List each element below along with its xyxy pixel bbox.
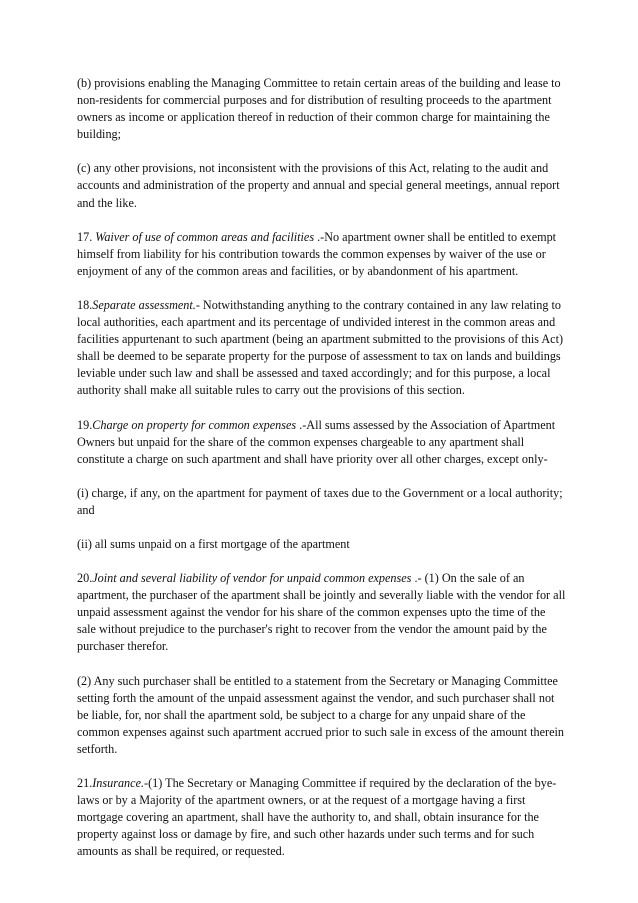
section-17 [77,229,567,280]
section-number: 20. [77,571,93,586]
section-body: .-No apartment owner shall be entitled to exempt himself from liability for his contribution towards the common expenses by waiver of the use or enjoyment of any of the common areas and facilities, or by abandonment of his apartment. [77,229,557,278]
clause-ii [77,536,567,553]
section-body: - Notwithstanding anything to the contrary contained in any law relating to local authorities, each apartment and its percentage of undivided interest in the common areas and facilities appurtenant to such apartment (being an apartment submitted to the provisions of this Act) shall be deemed to be separate property for the purpose of assessment to tax on lands and buildings leviable under such law and shall be assessed and taxed accordingly; and for this purpose, a local authority shall make all suitable rules to carry out the provisions of this section. [77,297,564,398]
document-page [77,75,567,860]
section-heading: Charge on property for common expenses [92,417,297,432]
section-body: .-All sums assessed by the Association of Apartment Owners but unpaid for the share of the common expenses chargeable to any apartment shall constitute a charge on such apartment and shall have priority over all other charges, except only- [77,417,556,466]
section-number: 19. [77,417,93,432]
section-18 [77,297,567,400]
section-20 [77,570,567,655]
paragraph-b-provisions [77,75,567,143]
section-number: 17. [77,229,96,244]
paragraph-c-provisions [77,160,567,211]
paragraph-body: (ii) all sums unpaid on a first mortgage of the apartment [77,536,350,551]
paragraph-body: (i) charge, if any, on the apartment for payment of taxes due to the Government or a local authority; and [77,485,563,517]
section-heading: Insurance. [92,776,145,790]
section-body: -(1) The Secretary or Managing Committee if required by the declaration of the bye-laws or by a Majority of the apartment owners, or at the request of a mortgage having a first mortgage covering an apartment, shall have the authority to, and shall, obtain insurance for the property against loss or damage by fire, and such other hazards under such terms and for such amounts as shall be required, or requested. [77,776,557,859]
section-body: .- (1) On the sale of an apartment, the purchaser of the apartment shall be jointly and severally liable with the vendor for all unpaid assessment against the vendor for his share of the common expenses upto the time of the sale without prejudice to the purchaser's right to recover from the vendor the amount paid by the purchaser therefor. [77,571,566,654]
section-heading: Joint and several liability of vendor for unpaid common expenses [92,571,412,586]
paragraph-body: (c) any other provisions, not inconsistent with the provisions of this Act, relating to the audit and accounts and administration of the property and annual and special general meetings, annual report and the like. [77,161,560,210]
paragraph-body: (b) provisions enabling the Managing Committee to retain certain areas of the building and lease to non-residents for commercial purposes and for distribution of resulting proceeds to the apartment owners as income or application thereof in reduction of their common charge for maintaining the building; [77,76,561,142]
section-19 [77,417,567,468]
section-number: 18. [77,297,93,312]
paragraph-body: (2) Any such purchaser shall be entitled to a statement from the Secretary or Managing Committee setting forth the amount of the unpaid assessment against the vendor, and such purchaser shall not be liable, for, nor shall the apartment sold, be subject to a charge for any unpaid share of the common expenses against such apartment accrued prior to such sale in excess of the amount therein setforth. [77,673,565,756]
section-21 [77,775,567,860]
section-20-subsection-2 [77,673,567,758]
clause-i [77,485,567,519]
section-heading: Separate assessment. [92,297,196,312]
section-number: 21. [77,776,93,790]
section-heading: Waiver of use of common areas and facilities [95,229,315,244]
